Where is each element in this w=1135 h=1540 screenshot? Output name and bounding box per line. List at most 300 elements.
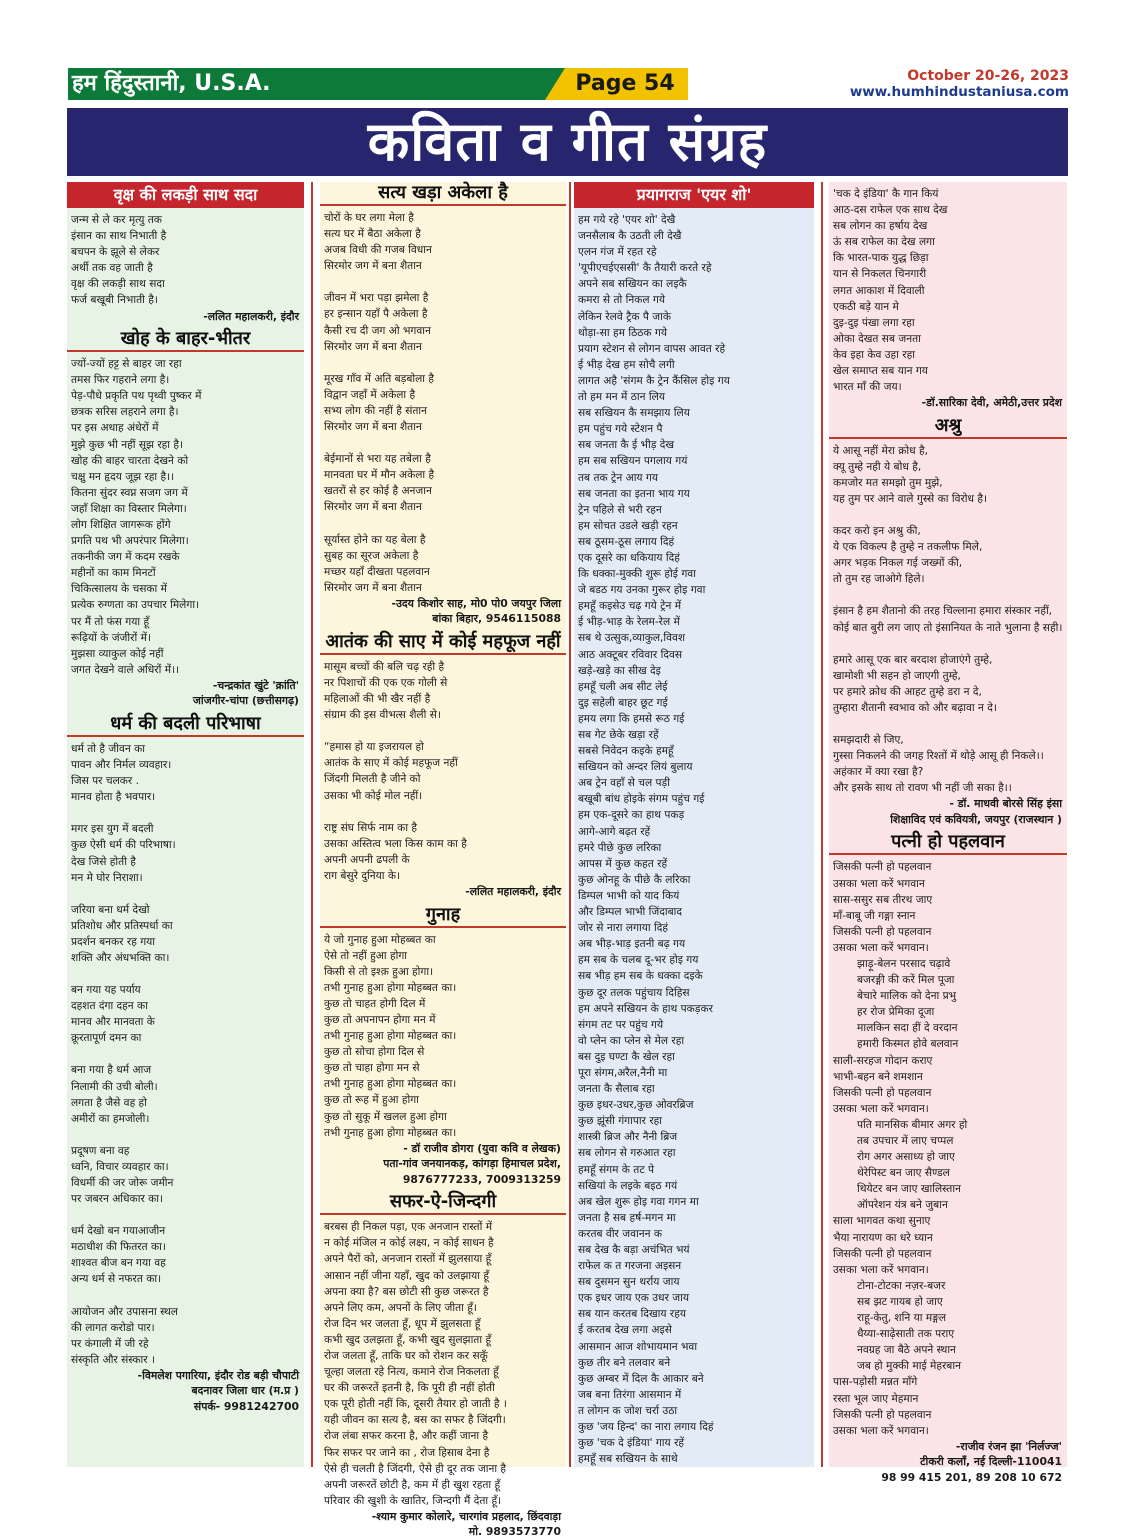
poem-line: ओका देखत सब जनता (833, 332, 921, 345)
poem-line: मच्छर यहाँ दीखता पहलवान (324, 565, 430, 578)
poem-line: आपस में कुछ कहत रहें (578, 857, 668, 870)
poem-line: मानव और मानवता के (71, 1016, 155, 1029)
poem-line: तभी गुनाह हुआ होगा मोहब्बत का। (324, 981, 457, 994)
stanza-gap (833, 507, 1067, 523)
poem-title: आतंक की साए में कोई महफूज नहीं (320, 631, 566, 655)
poem-line: घर की जरूरतें इतनी है, कि पूरी ही नहीं होती (324, 1382, 495, 1395)
poem-line: अहंकार में क्या रखा है? (833, 766, 924, 779)
poem-author: -ललित महालकरी, इंदौर (465, 885, 561, 898)
column-divider (569, 182, 571, 1467)
poem-line: आसमान आज शोभायमान भवा (578, 1340, 698, 1353)
poem-line: जनसैलाब कै उठती ली देखै (578, 230, 682, 243)
poem-line: अगर भड़क निकल गई जख्मों की, (833, 557, 963, 570)
poem-line: समझदारी से जिए, (833, 734, 904, 747)
poem-line: झाड़ू-बेलन परसाद चढ़ावे (857, 957, 951, 970)
poem-line: प्रदूषण बना वह (71, 1144, 130, 1157)
stanza-gap (71, 1288, 304, 1304)
poem-line: ऐसे तो नहीं हुआ होगा (324, 949, 408, 962)
column-divider (821, 182, 823, 1467)
poem-line: प्रतिशोध और प्रतिस्पर्धा का (71, 919, 173, 932)
poem-line: पति मानसिक बीमार अगर हो (857, 1118, 968, 1131)
poem-line: हमारे आसू एक बार बरदाश होजाएंगे तुम्हे, (833, 653, 993, 666)
poem-line: भाभी-बहन बने शमशान (833, 1070, 923, 1083)
poem-line: कुछ झूंसी गंगापार रहा (578, 1115, 663, 1128)
poem-line: धैय्या-साढ़ेसाती तक पराए (857, 1328, 955, 1341)
poem-line: जीवन में भरा पड़ा झमेला है (324, 292, 429, 305)
banner-title: कविता व गीत संग्रह (367, 110, 768, 173)
poem-line: हमहूँ चली अब सीट लेई (578, 680, 668, 693)
section-banner (67, 108, 1068, 176)
poem-line: हर रोज प्रेमिका दूजा (857, 1006, 935, 1019)
poem-line: कमजोर मत समझो तुम मुझे, (833, 476, 943, 489)
poem-line: सब जनता कै ई भीड़ देख (578, 439, 675, 452)
poem-line: राष्ट्र संघ सिर्फ नाम का है (324, 821, 418, 834)
poem-line: बेईमानों से भरा यह तबेला है (324, 453, 431, 466)
poem-line: संगम तट पर पहुंच गये (578, 1018, 664, 1031)
poem-line: खड़े-खड़े का सीख देइ (578, 664, 661, 677)
poem-section (320, 1191, 566, 1540)
poem-title: सत्य खड़ा अकेला है (320, 182, 566, 206)
poem-line: रोज दिन भर जलता हूँ, धूप में झुलसता हूँ (324, 1317, 481, 1330)
poem-line: आतंक के साए में कोई महफूज नहीं (324, 757, 458, 770)
stanza-gap (71, 805, 304, 821)
poem-line: हम अपने सखियन के हाथ पकड़कर (578, 1002, 713, 1015)
poem-line: चूल्हा जलता रहे नित्य, कमाने रोज निकलता हूँ (324, 1366, 499, 1379)
poem-line: और डिम्पल भाभी जिंदाबाद (578, 906, 683, 919)
poem-line: क्यू तुम्हे नही ये बोध है, (833, 460, 922, 473)
poem-line: सूर्यास्त होने का यह बेला है (324, 533, 426, 546)
poem-line: ऐसे ही चलती है जिंदगी, ऐसे ही दूर तक जाना है (324, 1462, 507, 1475)
poem-line: सत्य घर में बैठा अकेला है (324, 228, 421, 241)
stanza-gap (833, 716, 1067, 732)
poem-line: सब देख कै बड़ा अचंभित भयं (578, 1244, 690, 1256)
poem-author: मो. 9893573770 (468, 1525, 561, 1539)
poem-body (67, 208, 304, 309)
poem-body (574, 208, 814, 1467)
poem-line: यान से निकलत चिनगारी (833, 268, 927, 281)
poem-line: सब दुसमन सुन थर्राय जाय (578, 1276, 680, 1289)
poem-section (67, 713, 304, 1415)
poem-line: हमरे पीछे कुछ लरिका (578, 841, 662, 854)
poem-line: जिसकी पत्नी हो पहलवान (833, 1408, 932, 1421)
poem-line: हम एक-दूसरे का हाथ पकड़ (578, 809, 685, 822)
poem-line: तमस फिर गहराने लगा है। (71, 374, 170, 387)
poem-line: धर्म देखो बन गयाआजीन (71, 1225, 166, 1238)
stanza-gap (833, 636, 1067, 652)
poem-line: ई भीड़-भाड़ के रेलम-रेल में (578, 616, 680, 629)
poem-line: हमहूँ कइसेउ चढ़ गये ट्रेन में (578, 600, 682, 613)
poem-line: जनता कै सैलाब रहा (578, 1083, 655, 1096)
poem-section (67, 328, 304, 709)
poem-line: सब सखियन कै समझाय लिय (578, 407, 690, 420)
poem-line: सखियां के लइके बइठ गयं (578, 1179, 678, 1192)
poem-line: जिसकी पत्नी हो पहलवान (833, 1247, 932, 1260)
poem-title: वृक्ष की लकड़ी साथ सदा (67, 182, 304, 208)
poem-line: सभ्य लोग की नहीं है संतान (324, 404, 428, 417)
poem-line: मन मे घोर निराशा। (71, 871, 143, 884)
poem-line: प्रगति पथ भी अपरंपार मिलेगा। (71, 535, 189, 548)
poem-line: यह तुम पर आने वाले गुस्से का विरोध है। (833, 493, 988, 505)
poem-line: वृक्ष की लकड़ी साथ सदा (71, 278, 165, 291)
poem-body (320, 928, 566, 1141)
poem-line: एलन गंज में रहत रहे (578, 246, 657, 259)
poem-line: हमहूँ संगम के तट पे (578, 1163, 655, 1176)
poem-line: हम गये रहे 'एयर शो' देखै (578, 214, 676, 226)
poem-line: आयोजन और उपासना स्थल (71, 1305, 178, 1318)
poem-line: कुछ 'चक दे इंडिया' गाय रहें (578, 1437, 685, 1450)
poem-line: देख जिसे होती है (71, 855, 136, 868)
poem-line: उसका भला करें भगवान। (833, 941, 929, 954)
poem-line: उसका भी कोई मोल नहीं। (324, 789, 423, 802)
poem-line: कुछ तो चाहा होगा मन से (324, 1062, 420, 1075)
poem-line: जरिया बना धर्म देखो (71, 903, 150, 916)
poem-line: कभी खुद उलझता हूँ, कभी खुद सुलझाता हूँ (324, 1333, 492, 1346)
poem-line: मानव होता है भवपार। (71, 791, 156, 804)
poem-section (829, 182, 1067, 411)
poem-line: एक पूरी होती नहीं कि, दूसरी तैयार हो जाती है । (324, 1398, 507, 1411)
poem-author: संपर्क- 9981242700 (193, 1399, 299, 1413)
poem-line: इंसान का साथ निभाती है (71, 230, 167, 243)
poem-line: एक दूसरे का धकियाय दिहं (578, 551, 680, 564)
poem-line: राहू-केतु, शनि या मङ्गल (857, 1312, 947, 1325)
poem-line: भारत माँ की जय। (833, 381, 902, 394)
column-3 (574, 182, 814, 1467)
poem-line: बजरङ्गी की करें मिल पूजा (857, 974, 955, 987)
poem-line: परिवार की खुशी के खातिर, जिन्दगी मैं देता हूँ। (324, 1494, 502, 1507)
poem-line: कुछ तो चाहत होगी दिल में (324, 997, 426, 1010)
poem-line: अब ट्रेन वहाँ से चल पड़ी (578, 777, 670, 790)
poem-section (320, 631, 566, 900)
poem-line: तब तक ट्रेन आय गय (578, 471, 659, 484)
poem-line: छत्रक सरिस लहराने लगा है। (71, 406, 179, 419)
poem-line: हम सब के चलब दू-भर होइ गय (578, 954, 699, 967)
poem-line: कमरा से तो निकल गये (578, 294, 666, 307)
poem-line: अजब विधी की गजब विधान (324, 244, 432, 257)
poem-line: हमहूँ सब सखियन के साथे (578, 1453, 678, 1466)
poem-line: सब ठूसम-ठूस लगाय दिहं (578, 535, 675, 548)
poem-line: हर इन्सान यहाँ पै अकेला है (324, 308, 428, 321)
poem-section (320, 904, 566, 1188)
poem-line: मुझे कुछ भी नहीं सूझ रहा है। (71, 438, 184, 451)
poem-body (67, 737, 304, 1368)
poem-line: आसान नहीं जीना यहाँ, खुद को उलझाया हूँ (324, 1269, 489, 1282)
poem-line: ट्रेन पहिले से भरी रहन (578, 503, 662, 516)
poem-line: प्रत्येक रुग्णता का उपचार मिलेगा। (71, 599, 200, 612)
poem-author: बांका बिहार, 9546115088 (432, 612, 561, 626)
stanza-gap (71, 966, 304, 982)
poem-author: -डॉ.सारिका देवी, अमेठी,उत्तर प्रदेश (921, 396, 1062, 410)
poem-line: उसका भला करें भगवान (833, 877, 925, 890)
poem-line: चोरों के घर लगा मेला है (324, 212, 414, 224)
poem-line: कैसी रच दी जग ओ भगवान (324, 324, 431, 337)
poem-line: पर हमारे क्रोध की आहट तुम्हे डरा न दे, (833, 685, 982, 698)
poem-author: टीकरी कलाँ, नई दिल्ली-110041 (920, 1455, 1062, 1469)
poem-line: ऊं सब राफेल का देख लगा (833, 236, 935, 249)
poem-line: जनता है सब हर्ष-मगन मा (578, 1211, 676, 1224)
poem-body (320, 655, 566, 884)
poem-line: कि धक्का-मुक्की शुरू होई गवा (578, 568, 696, 581)
poem-line: एकठी बड़े यान मे (833, 300, 899, 313)
poem-line: हमारी किस्मत होवे बलवान (857, 1038, 959, 1051)
poem-line: थियेटर बन जाए खालिस्तान (857, 1183, 961, 1196)
poem-line: उसका भला करें भगवान। (833, 1263, 929, 1276)
poem-line: लेकिन रेलवे ट्रैक पै जाके (578, 310, 672, 323)
poem-line: उसका भला करें भगवान। (833, 1424, 929, 1437)
poem-line: बस दुइ घण्टा कै खेल रहा (578, 1050, 675, 1063)
poem-line: सब थे उत्सुक,व्याकुल,विवश (578, 632, 686, 645)
website-url[interactable]: www.humhindustaniusa.com (849, 84, 1069, 100)
poem-body (829, 182, 1067, 395)
poem-line: अमीरों का हमजोली। (71, 1112, 150, 1125)
poem-line: तकनीकी जग में कदम रखके (71, 551, 180, 564)
poem-line: सब भीड़ हम सब के धक्का दइके (578, 970, 703, 983)
poem-line: तो हम मन में ठान लिय (578, 391, 665, 404)
poem-line: नवग्रह जा बैठे अपने स्थान (857, 1344, 956, 1357)
poem-author: -श्याम कुमार कोलारे, चारगांव प्रहलाद, छिंदवाड़ा (371, 1509, 561, 1523)
poem-author: -चन्द्रकांत खुंटे 'क्रांति' (212, 678, 299, 692)
poem-line: जे बडठ गय उनका गुरूर होइ गवा (578, 584, 706, 597)
poem-line: मुझसा व्याकुल कोई नहीं (71, 647, 164, 660)
stanza-gap (324, 435, 566, 451)
poem-title: धर्म की बदली परिभाषा (67, 713, 304, 737)
poem-line: बेचारे मालिक को देना प्रभु (857, 990, 957, 1003)
poem-line: हमय लगा कि हमसे रूठ गई (578, 712, 685, 725)
poem-line: मठाधीश की फितरत का। (71, 1241, 166, 1254)
stanza-gap (324, 723, 566, 739)
poem-body (320, 1215, 566, 1509)
poem-line: कदर करो इन अश्रु की, (833, 525, 921, 538)
poem-line: सिरमोर जग में बना शैतान (324, 581, 422, 594)
poem-line: ध्वनि, विचार व्यवहार का। (71, 1160, 169, 1173)
poem-line: ये आसू नहीं मेरा क्रोध है, (833, 444, 929, 457)
poem-line: सास-ससुर सब तीरथ जाए (833, 893, 933, 906)
poem-line: खतरों से हर कोई है अनजान (324, 485, 432, 498)
poem-line: कोई बात बुरी लग जाए तो इंसानियत के नाते भुलाना है सही। (833, 621, 1063, 634)
poem-author: बदनावर जिला धार (म.प्र ) (191, 1384, 299, 1398)
masthead-brand: हम हिंदुस्तानी, U.S.A. (72, 71, 271, 96)
poem-author: - डॉ राजीव डोगरा (युवा कवि व लेखक) (403, 1141, 561, 1155)
poem-line: कुछ तो सोचा होगा दिल से (324, 1046, 425, 1059)
poem-body (320, 206, 566, 596)
poem-line: अब खेल शुरू होइ गवा गगन मा (578, 1195, 699, 1208)
poem-line: संस्कृति और संस्कार । (71, 1353, 155, 1366)
poem-line: ऑपरेशन यंत्र बने जुबान (857, 1199, 948, 1212)
poem-author: जांजगीर-चांपा (छत्तीसगढ़) (192, 694, 299, 708)
column-1 (67, 182, 304, 1467)
poem-line: सखियन को अन्दर लियं बुलाय (578, 761, 693, 774)
poem-line: कुछ ओनहू के पीछे कै लरिका (578, 873, 691, 886)
poem-line: अन्य धर्म से नफरत का। (71, 1273, 162, 1286)
poem-line: अब भीड़-भाड़ इतनी बढ़ गय (578, 938, 686, 951)
poem-line: सुबह का सूरज अकेला है (324, 549, 419, 562)
poem-line: सिरमोर जग में बना शैतान (324, 260, 422, 273)
poem-title: सफर-ऐ-जिन्दगी (320, 1191, 566, 1215)
poem-line: सब झट गायब हो जाए (857, 1295, 943, 1308)
poem-line: कुछ तीर बने तलवार बने (578, 1356, 671, 1369)
poem-line: मूरख गाँव में अति बड़बोला है (324, 372, 435, 385)
poem-line: ज्यों-ज्यों हट्ट से बाहर जा रहा (71, 358, 182, 371)
poem-line: विद्वान जहाँ में अकेला है (324, 388, 416, 401)
poem-line: महिलाओं की भी खैर नहीं है (324, 693, 431, 706)
poem-line: धर्म तो है जीवन का (71, 742, 145, 755)
poem-line: कि भारत-पाक युद्ध छिड़ा (833, 252, 929, 265)
poem-line: बरबस ही निकल पड़ा, एक अनजान रास्तों में (324, 1221, 493, 1234)
poem-line: हम सोचत उडले खड़ी रहन (578, 519, 678, 532)
poem-line: कितना सुंदर स्वप्न सजग जग में (71, 486, 188, 499)
poem-section (829, 415, 1067, 828)
poem-line: शास्त्री ब्रिज और नैनी ब्रिज (578, 1131, 678, 1144)
poem-line: तभी गुनाह हुआ होगा मोहब्बत का। (324, 1078, 457, 1091)
poem-author: - डॉ. माधवी बोरसे सिंह इंसा (949, 797, 1062, 811)
poem-line: ये एक विकल्प है तुम्हे न तकलीफ मिले, (833, 541, 983, 554)
poem-line: ई भीड़ देख हम सोचै लगी (578, 358, 675, 371)
poem-line: कुछ दूर तलक पहुंचाय दिहिस (578, 986, 690, 999)
poem-line: जब बना तिरंगा आसमान में (578, 1388, 682, 1401)
poem-line: क्रूरतापूर्ण दमन का (71, 1032, 142, 1045)
poem-line: लगता है जैसे वह हो (71, 1096, 147, 1109)
poem-line: लोग शिक्षित जागरूक होंगे (71, 519, 171, 531)
poem-author: -विमलेश पगारिया, इंदौर रोड बड़ी चौपाटी (137, 1368, 299, 1382)
poem-line: दुइ-दुइ पंखा लगा रहा (833, 316, 915, 329)
poem-line: मालकिन सदा हीं दे वरदान (857, 1022, 958, 1035)
poem-line: अर्थी तक वह जाती है (71, 262, 153, 275)
poem-line: खामोशी भी सहन हो जाएगी तुम्हे, (833, 669, 961, 682)
poem-line: उसका अस्तित्व भला किस काम का है (324, 837, 467, 850)
poem-line: शक्ति और अंधभक्ति का। (71, 951, 170, 964)
poem-line: अपनी जरूरतें छोटी है, कम में ही खुश रहता हूँ (324, 1478, 501, 1491)
poem-title: प्रयागराज 'एयर शो' (574, 182, 814, 208)
poem-line: एक इधर जाय एक उधर जाय (578, 1292, 690, 1305)
poem-line: पूरा संगम,अरैल,नैनी मा (578, 1066, 668, 1079)
poem-line: पावन और निर्मल व्यवहार। (71, 759, 172, 772)
poem-author: 9876777233, 7009313259 (402, 1172, 561, 1186)
poem-line: बन गया यह पर्याय (71, 984, 141, 997)
poem-line: साली-सरहज गोदान कराए (833, 1054, 933, 1067)
poem-section (829, 831, 1067, 1485)
poem-line: पर मैं तो फंस गया हूँ (71, 615, 150, 628)
page-number: Page 54 (575, 71, 675, 96)
poem-line: जिसकी पत्नी हो पहलवान (833, 861, 932, 874)
poem-line: खोह की बाहर चारता देखने को (71, 454, 189, 467)
poem-line: सब लोगन का हर्षाय देख (833, 220, 928, 233)
poem-line: बना गया है धर्म आज (71, 1064, 152, 1077)
poem-line: लगत आकाश में दिवाली (833, 284, 925, 297)
poem-title: अश्रु (829, 415, 1067, 439)
stanza-gap (324, 804, 566, 820)
poem-section (320, 182, 566, 627)
poem-line: कुछ अम्बर में दिल कै आकार बने (578, 1372, 704, 1385)
poem-line: पेड़-पौधे प्रकृति पथ पृथ्वी पुष्कर में (71, 390, 202, 403)
poem-line: तो तुम रह जाओगे हिले। (833, 573, 925, 586)
poem-line: अपना क्या है? बस छोटी सी कुछ जरूरत है (324, 1285, 489, 1298)
poem-line: हम पहुंच गये स्टेशन पै (578, 423, 663, 436)
poem-line: जिस पर चलकर . (71, 775, 139, 788)
column-divider (311, 182, 313, 1467)
poem-line: अपने लिए कम, अपनों के लिए जीता हूँ। (324, 1301, 477, 1314)
poem-line: जोर से नारा लगाया दिहं (578, 922, 669, 935)
poem-line: रोग अगर असाध्य हो जाए (857, 1151, 955, 1164)
poem-line: कुछ ऐसी धर्म की परिभाषा। (71, 839, 176, 852)
poem-line: तुम्हारा शैतानी स्वभाव को और बढ़ावा न दे। (833, 701, 997, 714)
poem-line: सिरमोर जग में बना शैतान (324, 340, 422, 353)
poem-line: रूढ़ियों के जंजीरों में। (71, 631, 151, 644)
poem-line: अपनी अपनी ढपली के (324, 853, 410, 866)
poem-line: जगत देखने वाले अधिरों में।। (71, 663, 180, 676)
poem-line: ई करतब देख लगा अइसे (578, 1324, 672, 1337)
poem-line: थेरेपिस्ट बन जाए सैण्डल (857, 1167, 950, 1180)
poem-author: -राजीव रंजन झा 'निर्लज्ज' (955, 1439, 1062, 1453)
poem-line: जन्म से ले कर मृत्यु तक (71, 214, 162, 226)
stanza-gap (71, 1046, 304, 1062)
poem-line: सिरमोर जग में बना शैतान (324, 501, 422, 514)
poem-line: कुछ इधर-उधर,कुछ ओवरब्रिज (578, 1099, 694, 1112)
stanza-gap (324, 516, 566, 532)
poem-line: यही जीवन का सत्य है, बस का सफर है जिंदगी। (324, 1414, 506, 1427)
poem-line: साला भागवत कथा सुनाए (833, 1215, 931, 1228)
poem-author: -उदय किशोर साह, मो0 पो0 जयपुर जिला (391, 596, 561, 610)
poem-line: तब उपचार में लाए चप्पल (857, 1135, 954, 1147)
poem-line: माँ-बाबू जी गङ्गा स्नान (833, 909, 916, 922)
poem-author: -ललित महालकरी, इंदौर (203, 309, 299, 323)
poem-line: त लोगन क जोश चर्रा उठा (578, 1404, 678, 1417)
stanza-gap (833, 587, 1067, 603)
poem-line: पर कंगाली में जी रहे (71, 1337, 149, 1350)
poem-line: मगर इस युग में बदली (71, 823, 154, 836)
poem-line: गुस्सा निकलने की जगह रिश्तों में थोड़े आसू ही निकले।। (833, 750, 1044, 763)
poem-line: सबसे निवेदन कइके हमहूँ (578, 745, 674, 758)
poem-line: उसका भला करें भगवान। (833, 1102, 929, 1115)
poem-line: मासूम बच्चों की बलि चढ़ रही है (324, 660, 445, 673)
poem-line: सब गेट छेके खड़ा रहें (578, 729, 659, 741)
poem-section (574, 182, 814, 1467)
stanza-gap (71, 1127, 304, 1143)
poem-line: खेल समाप्त सब यान गय (833, 365, 928, 378)
poem-line: नर पिशाचों की एक एक गोली से (324, 676, 448, 689)
poem-line: चक्षु मन हृदय जूझ रहा है।। (71, 470, 175, 483)
poem-line: कुछ तो रूह में हुआ होगा (324, 1094, 419, 1107)
poem-line: तभी गुनाह हुआ होगा मोहब्बत का। (324, 1126, 457, 1139)
poem-line: सब यान करतब दिखाय रहय (578, 1308, 687, 1321)
poem-line: फिर सफर पर जाने का , रोज हिसाब देना है (324, 1446, 490, 1459)
poem-line: की लागत करोडो पार। (71, 1321, 155, 1334)
poem-line: बखूबी बांध होइके संगम पहुंच गई (578, 793, 705, 806)
poem-author: 98 99 415 201, 89 208 10 672 (881, 1470, 1062, 1484)
poem-line: जहाँ शिक्षा का विस्तार मिलेगा। (71, 502, 187, 515)
poem-body (67, 352, 304, 678)
poem-line: करतब वीर जवानन क (578, 1227, 663, 1240)
poem-line: कुछ 'जय हिन्द' का नारा लगाय दिहं (578, 1421, 714, 1434)
poem-line: जिंदगी मिलती है जीने को (324, 773, 421, 786)
poem-line: दुइ सहेली बाहर छूट गई (578, 696, 668, 709)
poem-line: थोड़ा-सा हम ठिठक गये (578, 326, 668, 339)
poem-line: जिसकी पत्नी हो पहलवान (833, 1086, 932, 1099)
poem-line: 'चक दे इंडिया' कै गान कियं (833, 188, 939, 200)
poem-body (829, 855, 1067, 1438)
poem-line: लागत अहै 'संगम कै ट्रेन कैंसिल होइ गय (578, 374, 730, 387)
poem-line: शाश्वत बीज बन गया वह (71, 1257, 166, 1270)
poem-line: वो प्लेन का प्लेन से मेल रहा (578, 1034, 685, 1047)
poem-line: अपने पैरों को, अनजान रास्तों में झुलसाया हूँ (324, 1253, 492, 1266)
poem-line: राफेल क त गरजना अइसन (578, 1260, 682, 1273)
poem-line: जिसकी पत्नी हो पहलवान (833, 925, 932, 938)
poem-section (67, 182, 304, 324)
poem-line: रोज लंबा सफर करना है, और कहीं जाना है (324, 1430, 489, 1443)
poem-line: सब लोगन से गरुआत रहा (578, 1147, 676, 1160)
poem-line: पास-पड़ोसी मन्नत माँगे (833, 1376, 918, 1389)
poem-line: कुछ तो अपनापन होगा मन में (324, 1013, 436, 1026)
poem-line: 'यूपीएचईएससी' कै तैयारी करते रहे (578, 262, 712, 275)
poem-line: सब जनता का इतना भाय गय (578, 487, 690, 500)
